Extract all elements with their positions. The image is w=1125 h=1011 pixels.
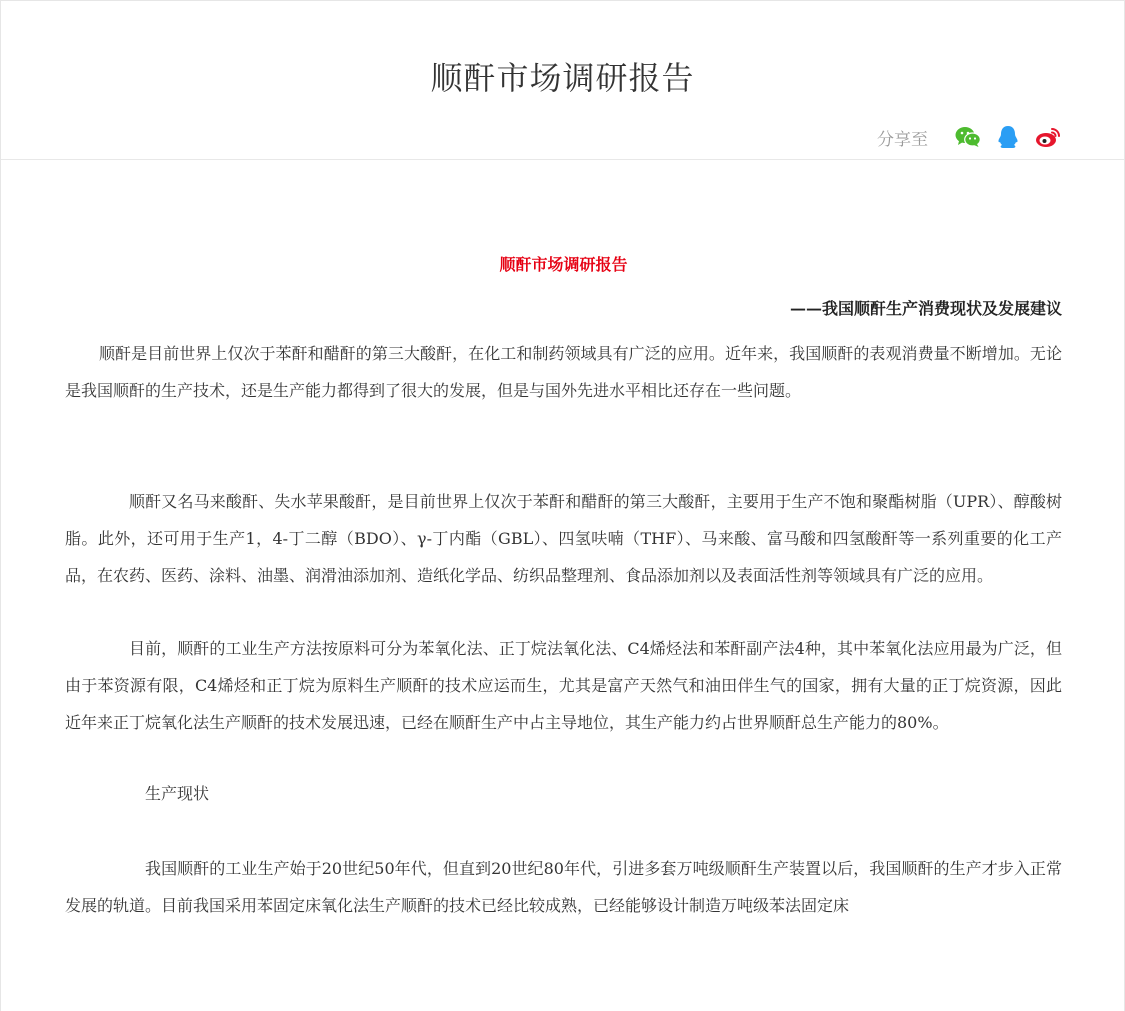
- page-header: [1, 1, 1124, 160]
- article-subtitle: ——我国顺酐生产消费现状及发展建议: [789, 299, 1062, 318]
- article-title: 顺酐市场调研报告: [499, 255, 628, 274]
- paragraph: 我国顺酐的工业生产始于20世纪50年代，但直到20世纪80年代，引进多套万吨级顺酐生产装置以后，我国顺酐的生产才步入正常发展的轨道。目前我国采用苯固定床氧化法生产顺酐的技术已经比较成熟，已经能够设计制造万吨级苯法固定床: [65, 859, 1062, 915]
- qq-icon[interactable]: [994, 123, 1022, 151]
- section-heading: 生产现状: [145, 784, 210, 803]
- wechat-icon[interactable]: [954, 123, 982, 151]
- page-title: 顺酐市场调研报告: [430, 59, 695, 97]
- paragraph: 顺酐又名马来酸酐、失水苹果酸酐，是目前世界上仅次于苯酐和醋酐的第三大酸酐，主要用于生产不饱和聚酯树脂（UPR）、醇酸树脂。此外，还可用于生产1，4-丁二醇（BDO）、γ-丁内酯（GBL）、四氢呋喃（THF）、马来酸、富马酸和四氢酸酐等一系列重要的化工产品，在农药、医药、涂料、油墨、润滑油添加剂、造纸化学品、纺织品整理剂、食品添加剂以及表面活性剂等领域具有广泛的应用。: [65, 492, 1062, 585]
- paragraph: 顺酐是目前世界上仅次于苯酐和醋酐的第三大酸酐，在化工和制药领域具有广泛的应用。近年来，我国顺酐的表观消费量不断增加。无论是我国顺酐的生产技术，还是生产能力都得到了很大的发展，但是与国外先进水平相比还存在一些问题。: [65, 344, 1062, 400]
- paragraph: 目前，顺酐的工业生产方法按原料可分为苯氧化法、正丁烷法氧化法、C4烯烃法和苯酐副产法4种，其中苯氧化法应用最为广泛，但由于苯资源有限，C4烯烃和正丁烷为原料生产顺酐的技术应运而生，尤其是富产天然气和油田伴生气的国家，拥有大量的正丁烷资源，因此近年来正丁烷氧化法生产顺酐的技术发展迅速，已经在顺酐生产中占主导地位，其生产能力约占世界顺酐总生产能力的80%。: [65, 639, 1062, 732]
- weibo-icon[interactable]: [1034, 123, 1062, 151]
- article-content: [65, 241, 1062, 924]
- share-label: 分享至: [877, 129, 928, 150]
- share-bar: [877, 121, 1062, 153]
